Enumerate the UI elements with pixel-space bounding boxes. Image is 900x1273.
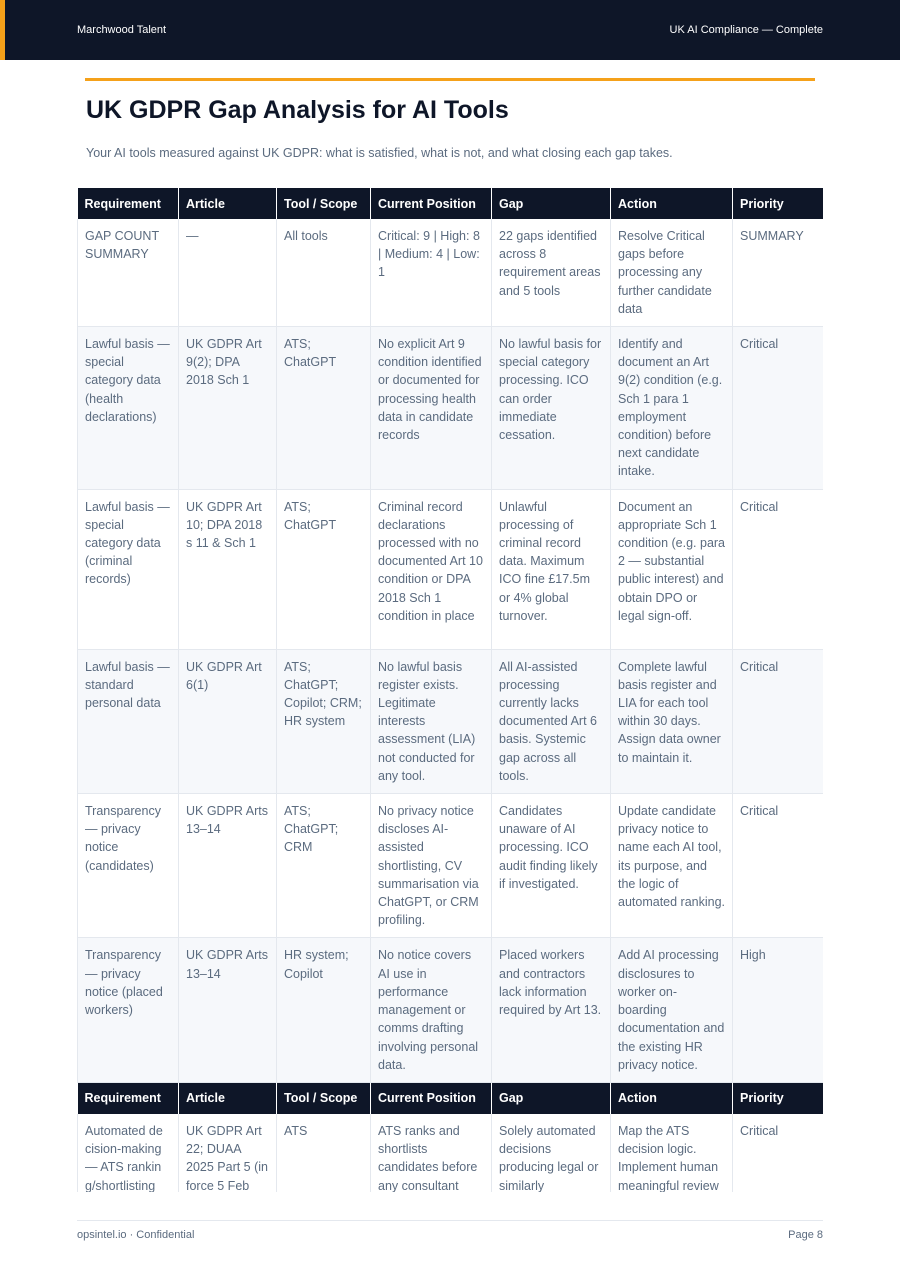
cell-current-position: No lawful basis register exists. Legitimate interests assessment (LIA) not conducted for any tool. xyxy=(371,649,492,793)
cell-gap: 22 gaps identified across 8 requirement areas and 5 tools xyxy=(492,219,611,327)
table-row xyxy=(78,489,824,649)
cell-action: Add AI processing disclosures to worker on-boarding documentation and the existing HR privacy notice. xyxy=(611,938,733,1082)
cell-action: Complete lawful basis register and LIA for each tool within 30 days. Assign data owner to maintain it. xyxy=(611,649,733,793)
cell-gap: Solely automated decisions producing legal or similarly xyxy=(492,1114,611,1192)
cell-gap: Unlawful processing of criminal record data. Maximum ICO fine £17.5m or 4% global turnover. xyxy=(492,489,611,649)
cell-priority: Critical xyxy=(733,794,824,938)
column-header-current-position: Current Position xyxy=(371,188,492,219)
cell-article: UK GDPR Arts 13–14 xyxy=(179,794,277,938)
cell-priority: High xyxy=(733,938,824,1082)
cell-action: Update candidate privacy notice to name each AI tool, its purpose, and the logic of automated ranking. xyxy=(611,794,733,938)
cell-tool-scope: HR system; Copilot xyxy=(277,938,371,1082)
table-row xyxy=(78,794,824,938)
cell-priority: Critical xyxy=(733,327,824,490)
cell-current-position: No explicit Art 9 condition identified or documented for processing health data in candidate records xyxy=(371,327,492,490)
document-header-bar xyxy=(0,0,900,60)
cell-priority: SUMMARY xyxy=(733,219,824,327)
column-header-priority: Priority xyxy=(733,1082,824,1114)
column-header-current-position: Current Position xyxy=(371,1082,492,1114)
cell-action: Resolve Critical gaps before processing any further candidate data xyxy=(611,219,733,327)
table-header-row xyxy=(78,1082,824,1114)
cell-current-position: No privacy notice discloses AI-assisted shortlisting, CV summarisation via ChatGPT, or CRM profiling. xyxy=(371,794,492,938)
gap-analysis-table xyxy=(77,188,823,1192)
page-subtitle: Your AI tools measured against UK GDPR: what is satisfied, what is not, and what closing each gap takes. xyxy=(86,146,673,160)
cell-tool-scope: ATS; ChatGPT xyxy=(277,327,371,490)
cell-current-position: Critical: 9 | High: 8 | Medium: 4 | Low: 1 xyxy=(371,219,492,327)
table-row xyxy=(78,327,824,490)
table-header-row xyxy=(78,188,824,219)
cell-priority: Critical xyxy=(733,489,824,649)
cell-requirement: Lawful basis — standard personal data xyxy=(78,649,179,793)
cell-gap: Placed workers and contractors lack information required by Art 13. xyxy=(492,938,611,1082)
cell-current-position: No notice covers AI use in performance management or comms drafting involving personal data. xyxy=(371,938,492,1082)
column-header-action: Action xyxy=(611,188,733,219)
page-title: UK GDPR Gap Analysis for AI Tools xyxy=(86,96,509,124)
cell-tool-scope: ATS; ChatGPT; Copilot; CRM; HR system xyxy=(277,649,371,793)
column-header-article: Article xyxy=(179,188,277,219)
footer-divider xyxy=(77,1220,823,1221)
column-header-priority: Priority xyxy=(733,188,824,219)
cell-priority: Critical xyxy=(733,1114,824,1192)
column-header-tool-scope: Tool / Scope xyxy=(277,188,371,219)
cell-gap: All AI-assisted processing currently lacks documented Art 6 basis. Systemic gap across all tools. xyxy=(492,649,611,793)
table-row xyxy=(78,938,824,1082)
cell-article: UK GDPR Art 6(1) xyxy=(179,649,277,793)
cell-action: Identify and document an Art 9(2) condition (e.g. Sch 1 para 1 employment condition) before next candidate intake. xyxy=(611,327,733,490)
column-header-gap: Gap xyxy=(492,188,611,219)
cell-requirement: Lawful basis — special category data (criminal records) xyxy=(78,489,179,649)
cell-tool-scope: ATS; ChatGPT; CRM xyxy=(277,794,371,938)
brand-name: Marchwood Talent xyxy=(77,24,167,36)
cell-tool-scope: All tools xyxy=(277,219,371,327)
cell-article: UK GDPR Arts 13–14 xyxy=(179,938,277,1082)
column-header-requirement: Requirement xyxy=(78,188,179,219)
cell-gap: No lawful basis for special category processing. ICO can order immediate cessation. xyxy=(492,327,611,490)
column-header-gap: Gap xyxy=(492,1082,611,1114)
cell-requirement: GAP COUNT SUMMARY xyxy=(78,219,179,327)
column-header-requirement: Requirement xyxy=(78,1082,179,1114)
cell-article: UK GDPR Art 9(2); DPA 2018 Sch 1 xyxy=(179,327,277,490)
cell-tool-scope: ATS; ChatGPT xyxy=(277,489,371,649)
footer-source: opsintel.io · Confidential xyxy=(77,1229,195,1241)
column-header-article: Article xyxy=(179,1082,277,1114)
cell-tool-scope: ATS xyxy=(277,1114,371,1192)
page-number: Page 8 xyxy=(788,1229,823,1241)
document-status: UK AI Compliance — Complete xyxy=(669,24,823,36)
title-accent-rule xyxy=(85,78,815,81)
cell-article: — xyxy=(179,219,277,327)
table-row xyxy=(78,219,824,327)
table-row xyxy=(78,649,824,793)
cell-requirement: Transparency — privacy notice (candidates) xyxy=(78,794,179,938)
cell-gap: Candidates unaware of AI processing. ICO audit finding likely if investigated. xyxy=(492,794,611,938)
cell-current-position: Criminal record declarations processed with no documented Art 10 condition or DPA 2018 Sch 1 condition in place xyxy=(371,489,492,649)
cell-requirement: Automated de cision-making — ATS rankin g/shortlisting xyxy=(78,1114,179,1192)
cell-article: UK GDPR Art 10; DPA 2018 s 11 & Sch 1 xyxy=(179,489,277,649)
cell-priority: Critical xyxy=(733,649,824,793)
table-row xyxy=(78,1114,824,1192)
cell-current-position: ATS ranks and shortlists candidates before any consultant xyxy=(371,1114,492,1192)
column-header-action: Action xyxy=(611,1082,733,1114)
cell-requirement: Transparency — privacy notice (placed workers) xyxy=(78,938,179,1082)
cell-requirement: Lawful basis — special category data (health declarations) xyxy=(78,327,179,490)
column-header-tool-scope: Tool / Scope xyxy=(277,1082,371,1114)
cell-action: Map the ATS decision logic. Implement human meaningful review xyxy=(611,1114,733,1192)
cell-action: Document an appropriate Sch 1 condition (e.g. para 2 — substantial public interest) and obtain DPO or legal sign-off. xyxy=(611,489,733,649)
cell-article: UK GDPR Art 22; DUAA 2025 Part 5 (in force 5 Feb xyxy=(179,1114,277,1192)
header-accent-stripe xyxy=(0,0,5,60)
gap-analysis-table-container xyxy=(77,188,823,1192)
